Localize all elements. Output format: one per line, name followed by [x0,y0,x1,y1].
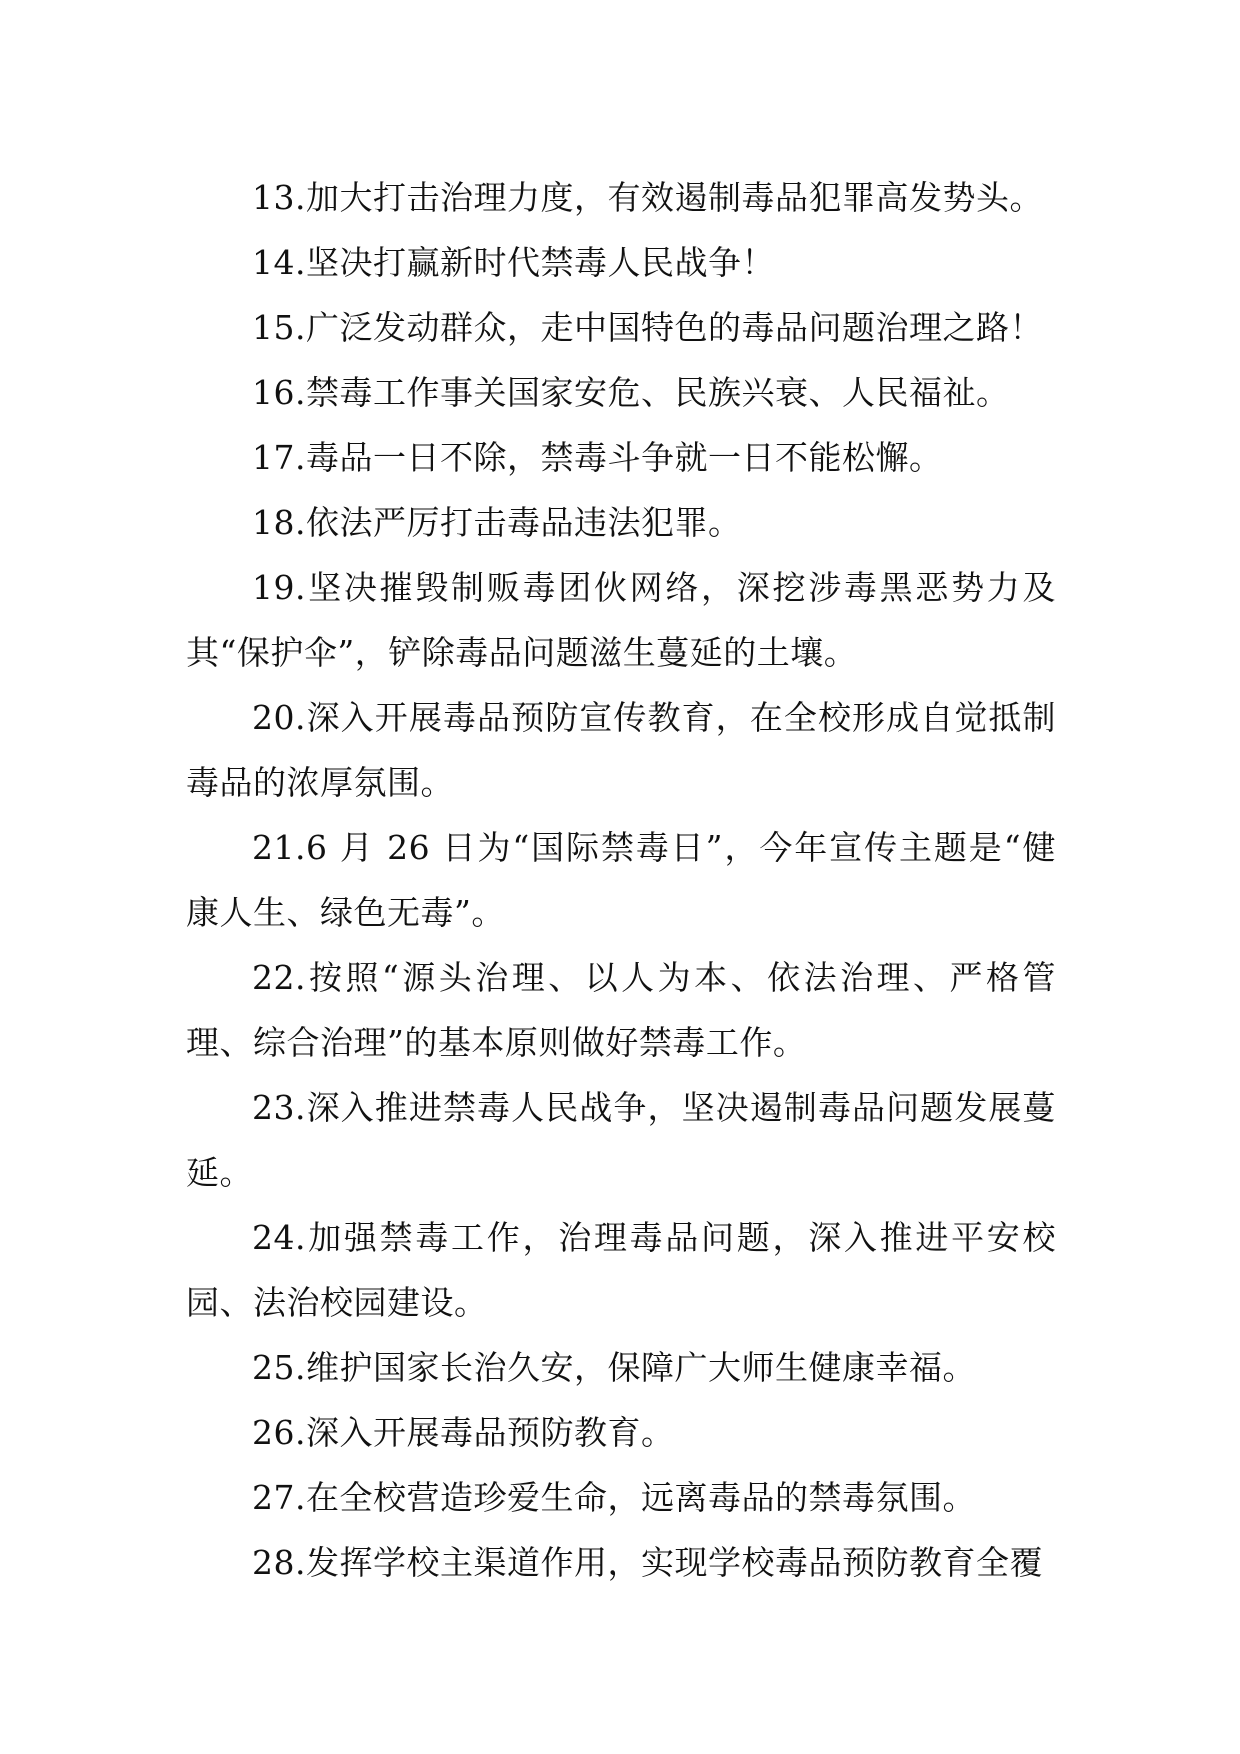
list-item: 26.深入开展毒品预防教育。 [252,1413,675,1452]
list-item: 24.加强禁毒工作，治理毒品问题，深入推进平安校园、法治校园建设。 [186,1218,1056,1322]
list-item: 13.加大打击治理力度，有效遏制毒品犯罪高发势头。 [252,178,1043,217]
list-item: 22.按照“源头治理、以人为本、依法治理、严格管理、综合治理”的基本原则做好禁毒工作。 [186,958,1056,1062]
list-item: 25.维护国家长治久安，保障广大师生健康幸福。 [252,1348,976,1387]
list-item: 14.坚决打赢新时代禁毒人民战争！ [252,243,775,282]
list-item: 28.发挥学校主渠道作用，实现学校毒品预防教育全覆 [252,1543,1043,1582]
list-item: 18.依法严厉打击毒品违法犯罪。 [252,503,742,542]
list-item: 17.毒品一日不除，禁毒斗争就一日不能松懈。 [252,438,943,477]
list-item: 27.在全校营造珍爱生命，远离毒品的禁毒氛围。 [252,1478,976,1517]
list-item: 21.6 月 26 日为“国际禁毒日”，今年宣传主题是“健康人生、绿色无毒”。 [186,828,1056,932]
list-item: 15.广泛发动群众，走中国特色的毒品问题治理之路！ [252,308,1043,347]
list-item: 16.禁毒工作事关国家安危、民族兴衰、人民福祉。 [252,373,1010,412]
document-body [186,165,1056,1595]
list-item: 23.深入推进禁毒人民战争，坚决遏制毒品问题发展蔓延。 [186,1088,1056,1192]
list-item: 20.深入开展毒品预防宣传教育，在全校形成自觉抵制毒品的浓厚氛围。 [186,698,1056,802]
list-item: 19.坚决摧毁制贩毒团伙网络，深挖涉毒黑恶势力及其“保护伞”，铲除毒品问题滋生蔓延的土壤。 [186,568,1056,672]
